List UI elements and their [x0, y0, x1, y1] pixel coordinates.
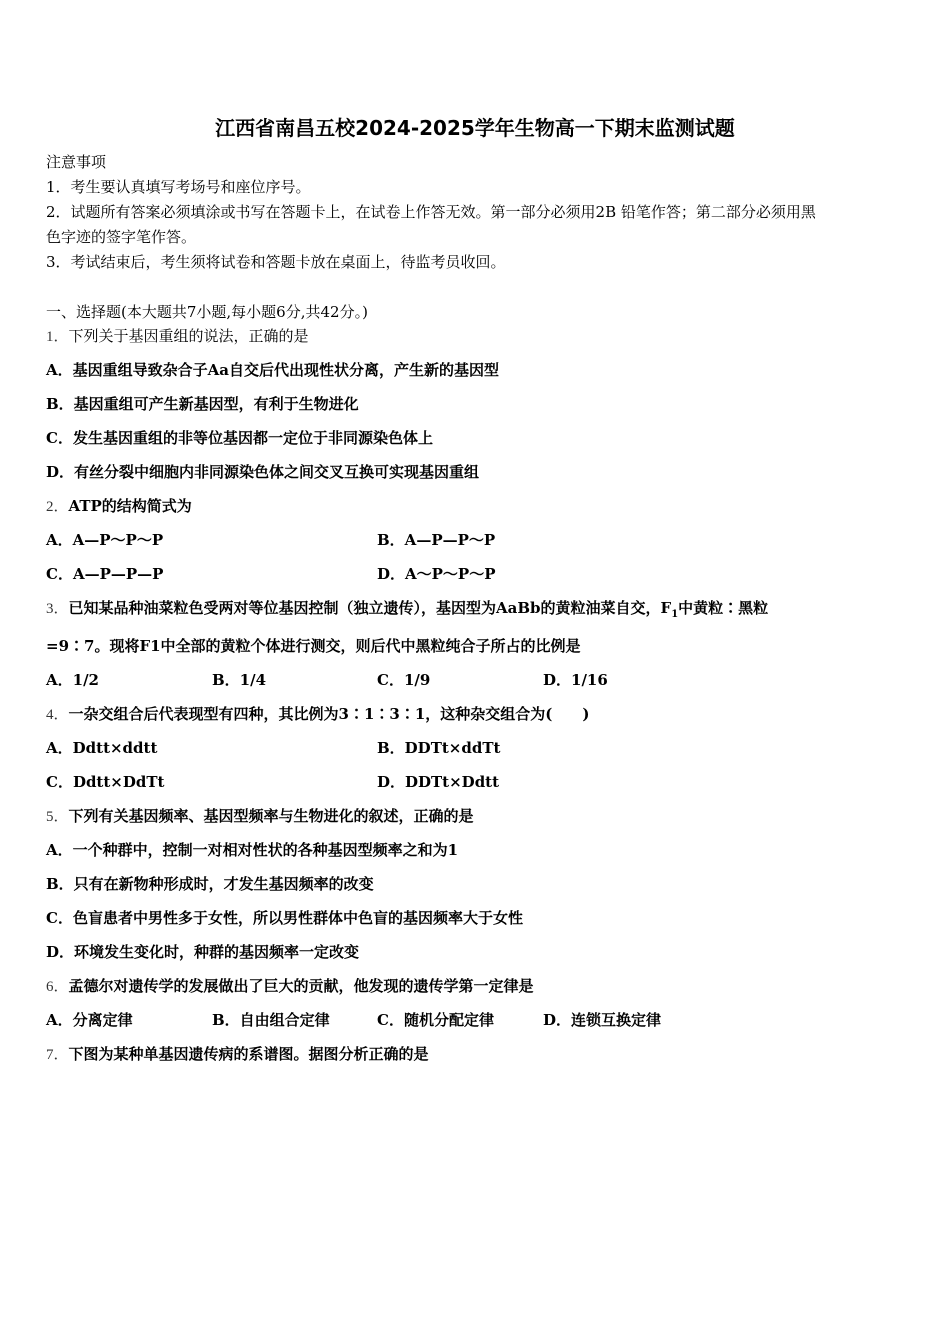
q4-option-c[interactable]: C．Ddtt×DdTt — [46, 773, 165, 791]
q6-option-a[interactable]: A．分离定律 — [46, 1011, 133, 1029]
question-number: 6． — [46, 979, 69, 995]
q3-option-a[interactable]: A．1/2 — [46, 671, 99, 689]
q5-option-c[interactable]: C．色盲患者中男性多于女性，所以男性群体中色盲的基因频率大于女性 — [46, 909, 523, 927]
q3-option-b[interactable]: B．1/4 — [212, 671, 267, 689]
q4-option-a[interactable]: A．Ddtt×ddtt — [46, 739, 158, 757]
question-number: 2． — [46, 499, 69, 515]
question-number: 7． — [46, 1047, 69, 1063]
question-stem: 孟德尔对遗传学的发展做出了巨大的贡献，他发现的遗传学第一定律是 — [68, 977, 534, 995]
q3-option-d[interactable]: D．1/16 — [543, 671, 608, 689]
question-stem: 下列有关基因频率、基因型频率与生物进化的叙述，正确的是 — [68, 807, 474, 825]
q2-option-a[interactable]: A．A—P～P～P — [46, 531, 164, 549]
question-number: 3． — [46, 601, 69, 617]
question-7 — [46, 1044, 429, 1065]
q2-option-b[interactable]: B．A—P—P～P — [377, 531, 496, 549]
question-5 — [46, 806, 474, 827]
question-3 — [46, 598, 768, 625]
question-stem: 下列关于基因重组的说法，正确的是 — [68, 327, 309, 345]
question-4 — [46, 704, 589, 725]
q2-option-c[interactable]: C．A—P—P—P — [46, 565, 164, 583]
subscript: 1 — [671, 609, 679, 620]
notice-heading: 注意事项 — [46, 153, 107, 171]
q6-option-c[interactable]: C．随机分配定律 — [377, 1011, 494, 1029]
q1-option-d[interactable]: D．有丝分裂中细胞内非同源染色体之间交叉互换可实现基因重组 — [46, 463, 480, 481]
q1-option-b[interactable]: B．基因重组可产生新基因型，有利于生物进化 — [46, 395, 359, 413]
q4-option-d[interactable]: D．DDTt×Ddtt — [377, 773, 500, 791]
q6-option-b[interactable]: B．自由组合定律 — [212, 1011, 330, 1029]
question-3-cont: =9∶7。现将F1中全部的黄粒个体进行测交，则后代中黑粒纯合子所占的比例是 — [46, 637, 581, 655]
question-1 — [46, 326, 309, 347]
question-2 — [46, 496, 192, 517]
question-stem: ATP的结构简式为 — [68, 497, 192, 515]
q4-option-b[interactable]: B．DDTt×ddTt — [377, 739, 501, 757]
q5-option-b[interactable]: B．只有在新物种形成时，才发生基因频率的改变 — [46, 875, 374, 893]
question-6 — [46, 976, 534, 997]
q3-option-c[interactable]: C．1/9 — [377, 671, 431, 689]
q6-option-d[interactable]: D．连锁互换定律 — [543, 1011, 662, 1029]
question-number: 4． — [46, 707, 69, 723]
q1-option-c[interactable]: C．发生基因重组的非等位基因都一定位于非同源染色体上 — [46, 429, 433, 447]
q5-option-a[interactable]: A．一个种群中，控制一对相对性状的各种基因型频率之和为1 — [46, 841, 459, 859]
question-stem: 已知某品种油菜粒色受两对等位基因控制（独立遗传），基因型为AaBb的黄粒油菜自交，F — [68, 599, 672, 617]
page-title: 江西省南昌五校2024-2025学年生物高一下期末监测试题 — [215, 116, 735, 140]
notice-item-3: 3．考试结束后，考生须将试卷和答题卡放在桌面上，待监考员收回。 — [46, 253, 506, 271]
question-number: 5． — [46, 809, 69, 825]
question-stem-end: 中黄粒∶黑粒 — [678, 599, 769, 617]
notice-item-1: 1．考生要认真填写考场号和座位序号。 — [46, 178, 311, 196]
question-number: 1． — [46, 329, 69, 345]
section-heading: 一、选择题(本大题共7小题,每小题6分,共42分。) — [46, 303, 368, 321]
q5-option-d[interactable]: D．环境发生变化时，种群的基因频率一定改变 — [46, 943, 360, 961]
notice-item-2-cont: 色字迹的签字笔作答。 — [46, 228, 197, 246]
notice-item-2: 2．试题所有答案必须填涂或书写在答题卡上，在试卷上作答无效。第一部分必须用2B 铅笔作答；第二部分必须用黑 — [46, 203, 816, 221]
q2-option-d[interactable]: D．A～P～P～P — [377, 565, 496, 583]
q1-option-a[interactable]: A．基因重组导致杂合子Aa自交后代出现性状分离，产生新的基因型 — [46, 361, 499, 379]
question-stem: 一杂交组合后代表现型有四种，其比例为3∶1∶3∶1，这种杂交组合为( ) — [68, 705, 590, 723]
question-stem: 下图为某种单基因遗传病的系谱图。据图分析正确的是 — [68, 1045, 429, 1063]
